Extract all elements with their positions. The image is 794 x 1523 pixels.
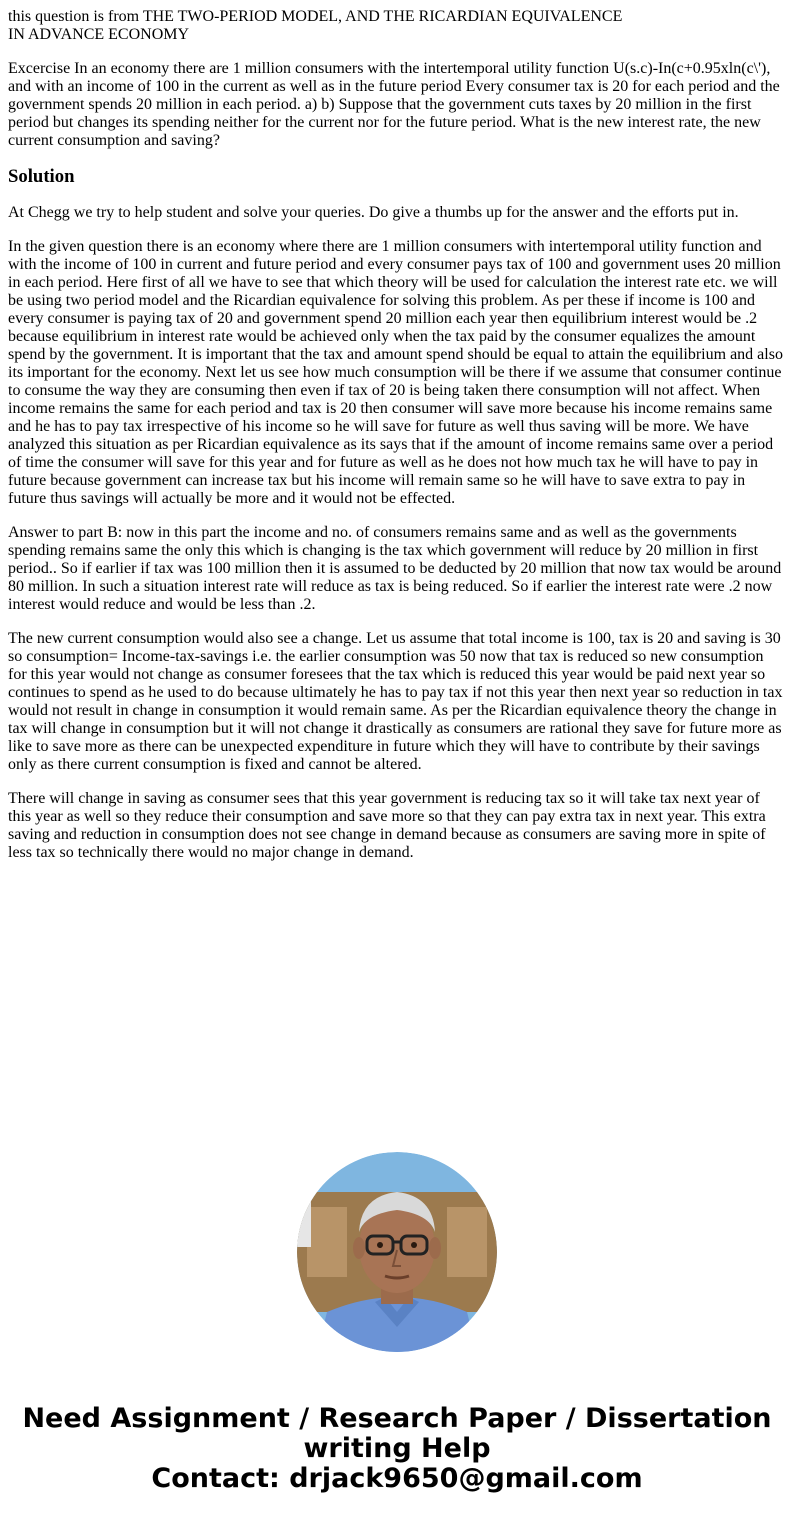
question-text: Excercise In an economy there are 1 million consumers with the intertemporal utility function U(s.c)-In(c+0.95xln(c\'), and with an income of 100 in the current as well as in the future period Every consumer tax is 20 for each period and the government spends 20 million in each period. a) b) Suppose that the government cuts taxes by 20 million in the first period but changes its spending neither for the current nor for the future period. What is the new interest rate, the new current consumption and saving? xyxy=(8,60,780,149)
avatar xyxy=(297,1152,497,1352)
main-content xyxy=(8,8,786,878)
promo-block xyxy=(0,1152,794,1494)
solution-paragraph-3: Answer to part B: now in this part the income and no. of consumers remains same and as well as the governments spending remains same the only this which is changing is the tax which government will reduce by 20 million in first period.. So if earlier if tax was 100 million then it is assumed to be deducted by 20 million that now tax would be around 80 million. In such a situation interest rate will reduce as tax is being reduced. So if earlier the interest rate were .2 now interest would reduce and would be less than .2. xyxy=(8,524,782,613)
solution-paragraph-1: At Chegg we try to help student and solve your queries. Do give a thumbs up for the answer and the efforts put in. xyxy=(8,204,739,221)
promo-text xyxy=(0,1404,794,1494)
question-intro-line-2: IN ADVANCE ECONOMY xyxy=(8,26,190,43)
solution-paragraph-4: The new current consumption would also see a change. Let us assume that total income is 100, tax is 20 and saving is 30 so consumption= Income-tax-savings i.e. the earlier consumption was 50 now that tax is reduced so new consumption for this year would not change as consumer foresees that the tax which is reduced this year would be paid next year so continues to spend as he used to do because ultimately he has to pay tax if not this year then next year so reduction in tax would not result in change in consumption it would remain same. As per the Ricardian equivalence theory the change in tax will change in consumption but it will not change it drastically as consumers are rational they save for future more as like to save more as there can be unexpected expenditure in future which they will have to contribute by their savings only as there current consumption is fixed and cannot be altered. xyxy=(8,630,783,773)
promo-line-1: Need Assignment / Research Paper / Dissertation xyxy=(22,1403,772,1434)
question-intro xyxy=(8,8,786,44)
solution-paragraph-2: In the given question there is an economy where there are 1 million consumers with intertemporal utility function and with the income of 100 in current and future period and every consumer pays tax of 100 and government uses 20 million in each period. Here first of all we have to see that which theory will be used for calculation the interest rate etc. we will be using two period model and the Ricardian equivalence for solving this problem. As per these if income is 100 and every consumer is paying tax of 20 and government spend 20 million each year then equilibrium interest would be .2 because equilibrium in interest rate would be achieved only when the tax paid by the consumer equalizes the amount spend by the government. It is important that the tax and amount spend should be equal to attain the equilibrium and also its important for the economy. Next let us see how much consumption will be there if we assume that consumer continue to consume the way they are consuming then even if tax of 20 is being taken there consumption will not affect. When income remains the same for each period and tax is 20 then consumer will save more because his income remains same and he has to pay tax irrespective of his income so he will save for future as well thus saving will be more. We have analyzed this situation as per Ricardian equivalence as its says that if the amount of income remains same over a period of time the consumer will save for this year and for future as well as he does not how much tax he will have to pay in future because government can increase tax but his income will remain same so he will have to save extra to pay in future thus savings will actually be more and it would not be effected. xyxy=(8,238,783,507)
author-portrait-icon xyxy=(297,1152,497,1352)
solution-heading: Solution xyxy=(8,166,75,187)
solution-paragraph-5: There will change in saving as consumer sees that this year government is reducing tax so it will take tax next year of this year as well so they reduce their consumption and save more so that they can pay extra tax in next year. This extra saving and reduction in consumption does not see change in demand because as consumers are saving more in spite of less tax so technically there would no major change in demand. xyxy=(8,790,766,861)
promo-contact[interactable]: Contact: drjack9650@gmail.com xyxy=(151,1463,643,1494)
promo-line-2: writing Help xyxy=(303,1433,491,1464)
question-intro-line-1: this question is from THE TWO-PERIOD MODEL, AND THE RICARDIAN EQUIVALENCE xyxy=(8,8,623,25)
